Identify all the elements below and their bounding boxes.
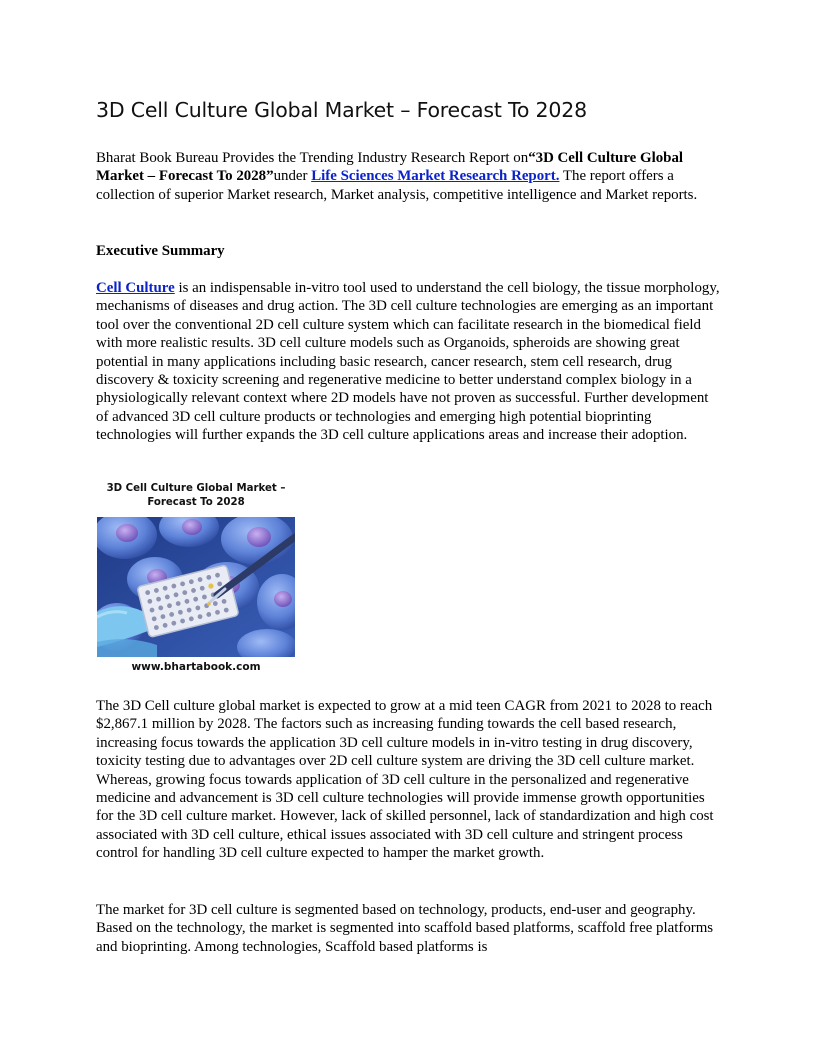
market-paragraph: The 3D Cell culture global market is expected to grow at a mid teen CAGR from 2021 to 2028 to reach $2,867.1 million by 2028. The factors such as increasing funding towards the cell based research, increasing focus towards the application 3D cell culture models in in-vitro testing in drug discovery, toxicity testing due to advantages over 2D cell culture system are driving the 3D cell culture market. Whereas, growing focus towards application of 3D cell culture in the personalized and regenerative medicine and advancement is 3D cell culture technologies will provide immense growth opportunities for the 3D cell culture market. However, lack of skilled personnel, lack of standardization and high cost associated with 3D cell culture, ethical issues associated with 3D cell culture and stringent process control for handling 3D cell culture expected to hamper the market growth. [96,698,714,862]
cover-title-line1: 3D Cell Culture Global Market – [106,483,286,494]
segmentation-paragraph: The market for 3D cell culture is segmented based on technology, products, end-user and geography. Based on the technology, the market is segmented into scaffold based platforms, scaffold free platforms and bioprinting. Among technologies, Scaffold based platforms is [96,902,714,955]
cell-culture-illustration [97,517,295,657]
executive-summary-heading: Executive Summary [96,243,225,259]
cover-website: www.bhartabook.com [97,657,295,677]
page-title: 3D Cell Culture Global Market – Forecast To 2028 [96,98,587,122]
intro-text-after: The report offers a collection of superior Market research, Market analysis, competitive intelligence and Market reports. [96,168,698,203]
report-cover-image [97,480,295,677]
intro-report-title: “3D Cell Culture Global Market – Forecast To 2028” [96,150,684,185]
cover-title [97,480,295,517]
intro-under-text: under [273,168,312,185]
life-sciences-report-link[interactable]: Life Sciences Market Research Report. [311,168,560,185]
cell-culture-link[interactable]: Cell Culture [96,280,175,296]
cover-title-line2: Forecast To 2028 [147,497,245,508]
intro-paragraph [96,149,722,204]
intro-text: Bharat Book Bureau Provides the Trending Industry Research Report on [96,150,529,166]
summary-paragraph [96,279,722,445]
summary-text: is an indispensable in-vitro tool used to understand the cell biology, the tissue morphology, mechanisms of diseases and drug action. The 3D cell culture technologies are emerging as an important tool over the conventional 2D cell culture system which can facilitate research in the biomedical field with more realistic results. 3D cell culture models such as Organoids, spheroids are showing great potential in many applications including basic research, cancer research, stem cell research, drug discovery & toxicity screening and regenerative medicine to better understand complex biology in a physiologically relevant context where 2D models have not proven as successful. Further development of advanced 3D cell culture products or technologies and emerging high potential bioprinting technologies will further expands the 3D cell culture applications areas and increase their adoption. [96,280,720,444]
